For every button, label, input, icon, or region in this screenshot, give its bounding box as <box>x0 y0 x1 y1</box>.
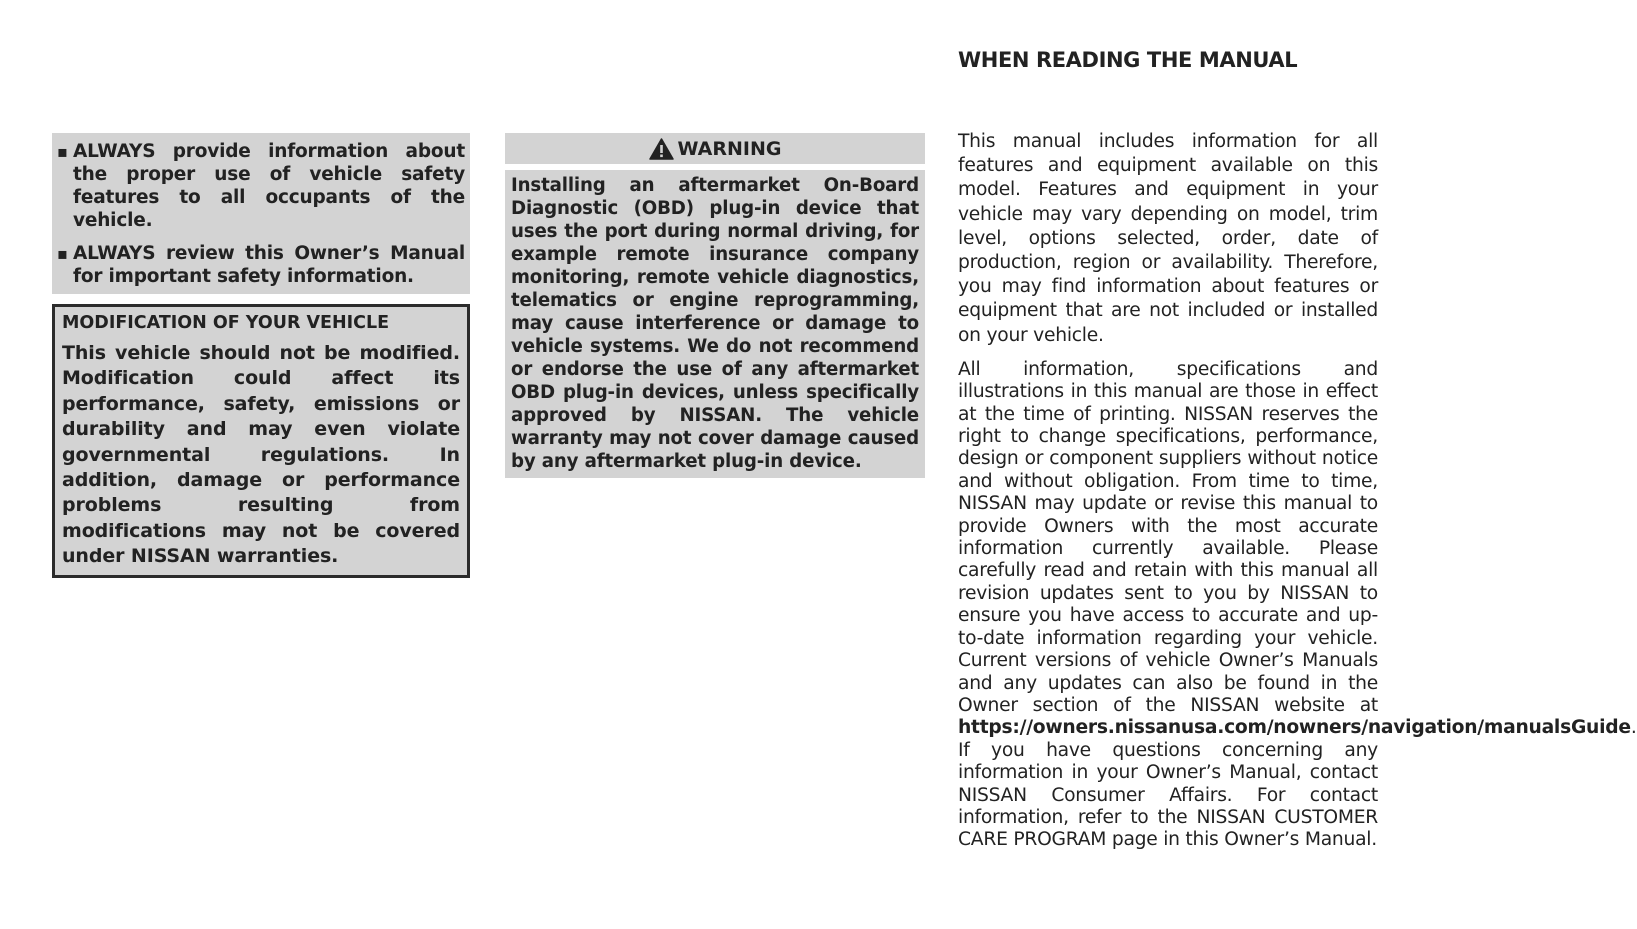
bullet-text: ALWAYS provide information about the proper use of vehicle safety features to all occupants of the vehicle. <box>73 141 465 231</box>
warning-body: Installing an aftermarket On-Board Diagnostic (OBD) plug-in device that uses the port during normal driving, for example remote insurance company monitoring, remote vehicle diagnostics, telematics or engine reprogramming, may cause interference or damage to vehicle systems. We do not recommend or endorse the use of any aftermarket OBD plug-in devices, unless specifically approved by NISSAN. The vehicle warranty may not cover damage caused by any aftermarket plug-in device. <box>505 170 925 478</box>
left-column <box>52 133 470 578</box>
bullet-marker: ▪ <box>57 142 68 161</box>
warning-heading: WARNING <box>677 137 782 160</box>
bullet-item <box>57 140 465 232</box>
section-title: WHEN READING THE MANUAL <box>958 48 1298 72</box>
bullet-text: ALWAYS review this Owner’s Manual for important safety information. <box>73 243 465 287</box>
paragraph-text: All information, specifications and illustrations in this manual are those in effect at the time of printing. NISSAN reserves the right to change specifications, performance, design or component suppliers without notice and without obligation. From time to time, NISSAN may update or revise this manual to provide Owners with the most accurate information currently available. Please carefully read and retain with this manual all revision updates sent to you by NISSAN to ensure you have access to accurate and up-to-date information regarding your vehicle. Current versions of vehicle Owner’s Manuals and any updates can also be found in the Owner section of the NISSAN website at <box>958 358 1378 716</box>
bullet-item <box>57 242 465 288</box>
right-column <box>958 46 1637 852</box>
middle-column <box>505 133 925 478</box>
modification-box <box>52 304 470 578</box>
paragraph-text: . If you have questions concerning any information in your Owner’s Manual, contact NISSAN Consumer Affairs. For contact information, refer to the NISSAN CUSTOMER CARE PROGRAM page in this Owner’s Manual. <box>958 717 1637 851</box>
modification-body: This vehicle should not be modified. Modification could affect its performance, safety, emissions or durability and may even violate governmental regulations. In addition, damage or performance problems resulting from modifications may not be covered under NISSAN warranties. <box>62 342 460 568</box>
warning-header <box>505 133 925 164</box>
safety-bullet-box <box>52 133 470 294</box>
bullet-marker: ▪ <box>57 244 68 263</box>
manuals-guide-url: https://owners.nissanusa.com/nowners/navigation/manualsGuide <box>958 717 1631 739</box>
paragraph-features: This manual includes information for all features and equipment available on this model. Features and equipment in your vehicle may vary depending on model, trim level, options selected, order, date of production, region or availability. Therefore, you may find information about features or equipment that are not included or installed on your vehicle. <box>958 131 1378 346</box>
modification-title: MODIFICATION OF YOUR VEHICLE <box>62 313 390 333</box>
warning-triangle-icon <box>649 138 674 160</box>
paragraph-information <box>958 358 1637 852</box>
